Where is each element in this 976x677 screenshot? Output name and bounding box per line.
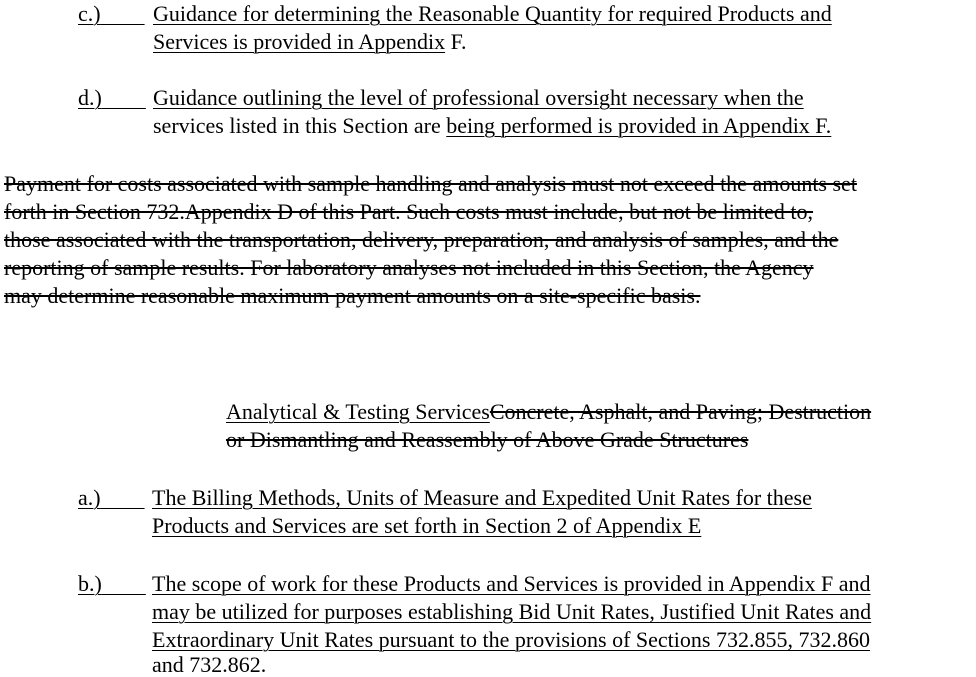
heading-deleted-text: Concrete, Asphalt, and Paving; Destruction (489, 399, 872, 424)
item-a-line1: The Billing Methods, Units of Measure and Expedited Unit Rates for these (152, 485, 812, 510)
deleted-paragraph-line-3: those associated with the transportation, delivery, preparation, and analysis of samples, and the (4, 227, 839, 252)
section-heading-line-2: or Dismantling and Reassembly of Above Grade Structures (226, 427, 749, 452)
deleted-paragraph-line-1: Payment for costs associated with sample handling and analysis must not exceed the amounts set (4, 171, 857, 196)
section-heading-line-1 (226, 398, 871, 426)
item-b-line4: and 732.862. (152, 652, 267, 677)
deleted-paragraph-line-5: may determine reasonable maximum payment amounts on a site-specific basis. (4, 283, 701, 308)
deleted-paragraph-line-2: forth in Section 732.Appendix D of this Part. Such costs must include, but not be limited to, (4, 199, 814, 224)
item-b-line2: may be utilized for purposes establishing Bid Unit Rates, Justified Unit Rates and (152, 599, 872, 624)
item-a-marker: a.) (78, 485, 101, 510)
heading-inserted-text: Analytical & Testing Services (226, 399, 490, 424)
item-b-line3: Extraordinary Unit Rates pursuant to the provisions of Sections 732.855, 732.860 (152, 627, 870, 652)
item-d-line2: services listed in this Section are being performed is provided in Appendix F. (153, 113, 832, 138)
item-b-line1: The scope of work for these Products and Services is provided in Appendix F and (152, 571, 871, 596)
item-c-marker: c.) (78, 1, 101, 26)
item-d-line1: Guidance outlining the level of professional oversight necessary when the (153, 85, 804, 110)
item-b-marker: b.) (78, 571, 102, 596)
item-c-line1: Guidance for determining the Reasonable Quantity for required Products and (153, 1, 832, 26)
item-d-marker: d.) (78, 85, 102, 110)
item-c-line2: Services is provided in Appendix F. (153, 29, 467, 54)
deleted-paragraph-line-4: reporting of sample results. For laboratory analyses not included in this Section, the Agency (4, 255, 814, 280)
item-a-line2: Products and Services are set forth in Section 2 of Appendix E (152, 513, 702, 538)
